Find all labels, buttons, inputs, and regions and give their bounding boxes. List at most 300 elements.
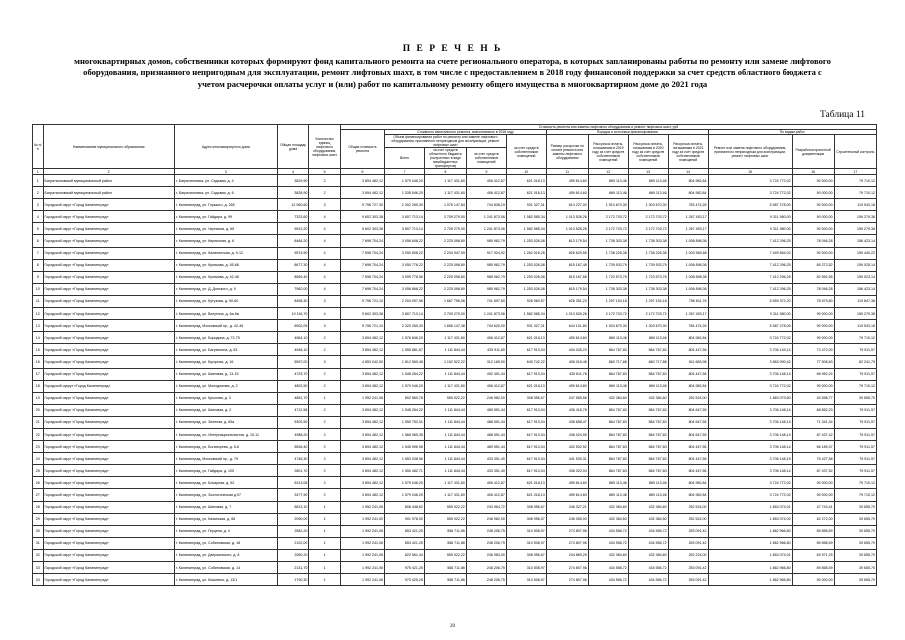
- general-cost-cell: 3 894 482,12: [340, 428, 384, 440]
- municipality-cell: Городской округ «Город Калининград»: [43, 537, 174, 549]
- table-row: [33, 453, 877, 465]
- owners-funds-2018-cell: 617 913,04: [506, 344, 546, 356]
- cost-total-2018-cell: 853 421,25: [384, 525, 424, 537]
- table-row: [33, 392, 877, 404]
- control-cost-cell: 39 655,70: [834, 574, 876, 586]
- municipality-cell: Городской округ «Город Калининград»: [43, 441, 174, 453]
- control-cost-cell: 39 655,70: [834, 562, 876, 574]
- cost-total-2018-cell: 3 056 608,22: [384, 235, 424, 247]
- owners-funds-2018-cell: 621 018,13: [506, 187, 546, 199]
- regional-budget-cell: 1 111 844,44: [424, 441, 466, 453]
- installment-2020-cell: 432 384,60: [628, 513, 668, 525]
- cost-total-2018-cell: 1 576 846,20: [384, 332, 424, 344]
- house-area-cell: 12 060,60: [277, 199, 309, 211]
- control-cost-cell: 39 655,70: [834, 525, 876, 537]
- installment-2019-cell: 864 767,83: [588, 416, 628, 428]
- owners-funds-cell: 489 551,44: [466, 404, 506, 416]
- table-row: [33, 574, 877, 586]
- installment-2020-cell: 2 172 703,72: [628, 211, 668, 223]
- row-number-cell: 34: [33, 574, 44, 586]
- house-area-cell: 5813,10: [277, 501, 309, 513]
- installment-2019-cell: 1 924 670,30: [588, 320, 628, 332]
- general-cost-cell: 5 796 721,10: [340, 320, 384, 332]
- cost-total-2018-cell: 802 560,78: [384, 392, 424, 404]
- design-cost-cell: 90 000,00: [792, 211, 834, 223]
- owners-funds-cell: 248 206,75: [466, 537, 506, 549]
- control-cost-cell: 79 911,57: [834, 453, 876, 465]
- design-cost-cell: 71 341,34: [792, 416, 834, 428]
- lift-count-cell: 2: [309, 368, 341, 380]
- lift-count-cell: 4: [309, 308, 341, 320]
- installment-total-cell: 459 614,60: [546, 380, 588, 392]
- house-area-cell: 10 116,70: [277, 308, 309, 320]
- regional-budget-cell: 1 111 844,44: [424, 344, 466, 356]
- lift-work-cost-cell: 3 724 772,02: [708, 489, 792, 501]
- owners-funds-2018-cell: 621 018,13: [506, 489, 546, 501]
- regional-budget-cell: 1 117 431,60: [424, 175, 466, 187]
- regional-budget-cell: 1 117 431,60: [424, 332, 466, 344]
- address-cell: г. Багратионовск, ул. Садовая, д. 6: [174, 187, 277, 199]
- cost-total-2018-cell: 3 807 713,14: [384, 211, 424, 223]
- address-cell: г. Калининград, ул. Кирпичная, д. 6: [174, 235, 277, 247]
- general-cost-cell: 3 894 482,12: [340, 489, 384, 501]
- regional-budget-cell: 1 111 844,44: [424, 453, 466, 465]
- lift-work-cost-cell: 1 862 966,80: [708, 537, 792, 549]
- installment-2019-cell: 1 297 154,18: [588, 295, 628, 307]
- installment-2019-cell: 432 384,60: [588, 513, 628, 525]
- regional-budget-cell: 1 117 431,60: [424, 489, 466, 501]
- house-area-cell: 5526,40: [277, 441, 309, 453]
- installment-2020-cell: 864 767,83: [628, 404, 668, 416]
- installment-2020-cell: 2 172 703,72: [628, 223, 668, 235]
- installment-2020-cell: 1 297 154,18: [628, 295, 668, 307]
- installment-2020-cell: 434 556,72: [628, 525, 668, 537]
- lift-count-cell: 1: [309, 392, 341, 404]
- installment-2020-cell: 1 723 573,76: [628, 271, 668, 283]
- header-pay-2019: Рассрочка оплаты, погашаемая в 2019 году за счет средств собственников помещений: [588, 135, 628, 169]
- installment-2020-cell: 864 767,83: [628, 344, 668, 356]
- design-cost-cell: 63 971,25: [792, 549, 834, 561]
- installment-2021-cell: 804 447,56: [668, 465, 708, 477]
- row-number-cell: 2: [33, 187, 44, 199]
- header-pay-2021: Рассрочка оплаты, погашаемая в 2021 году за счет средств собственников помещений: [668, 135, 708, 169]
- owners-funds-cell: 488 551,44: [466, 428, 506, 440]
- lift-count-cell: 1: [309, 549, 341, 561]
- page-number: 20: [450, 624, 455, 629]
- row-number-cell: 18: [33, 380, 44, 392]
- lift-work-cost-cell: 7 449 564,02: [708, 247, 792, 259]
- installment-2021-cell: 253 091,42: [668, 537, 708, 549]
- control-cost-cell: 159 279,38: [834, 211, 876, 223]
- installment-2021-cell: 253 091,42: [668, 525, 708, 537]
- row-number-cell: 9: [33, 271, 44, 283]
- house-area-cell: 2090,00: [277, 513, 309, 525]
- installment-2019-cell: 869 113,46: [588, 332, 628, 344]
- general-cost-cell: 1 992 241,00: [340, 513, 384, 525]
- owners-funds-cell: 492 451,44: [466, 368, 506, 380]
- house-area-cell: 2080,20: [277, 549, 309, 561]
- lift-work-cost-cell: 3 863 090,42: [708, 356, 792, 368]
- cost-total-2018-cell: 975 421,25: [384, 562, 424, 574]
- row-number-cell: 30: [33, 525, 44, 537]
- general-cost-cell: 5 796 721,10: [340, 295, 384, 307]
- installment-total-cell: 815 167,48: [546, 259, 588, 271]
- lift-work-cost-cell: 1 862 966,80: [708, 574, 792, 586]
- design-cost-cell: 89 858,59: [792, 537, 834, 549]
- municipality-cell: Городской округ «Город Калининград»: [43, 513, 174, 525]
- installment-2019-cell: 1 723 573,76: [588, 271, 628, 283]
- row-number-cell: 31: [33, 537, 44, 549]
- lift-count-cell: 2: [309, 187, 341, 199]
- design-cost-cell: 62 272,00: [792, 513, 834, 525]
- address-cell: г. Калининград, Московский пр., д. 42-46: [174, 320, 277, 332]
- regional-budget-cell: 1 111 844,44: [424, 416, 466, 428]
- lift-count-cell: 1: [309, 513, 341, 525]
- municipality-cell: Багратионовский муниципальный район: [43, 175, 174, 187]
- installment-2020-cell: 860 717,88: [628, 356, 668, 368]
- lift-count-cell: 4: [309, 247, 341, 259]
- house-area-cell: 8484,20: [277, 235, 309, 247]
- owners-funds-cell: 489 551,44: [466, 441, 506, 453]
- control-cost-cell: 39 655,70: [834, 537, 876, 549]
- installment-2021-cell: 1 008 898,36: [668, 271, 708, 283]
- installment-2019-cell: 1 910 670,30: [588, 199, 628, 211]
- owners-funds-cell: 248 206,75: [466, 562, 506, 574]
- cost-total-2018-cell: 1 579 046,20: [384, 175, 424, 187]
- installment-2021-cell: 804 447,56: [668, 441, 708, 453]
- row-number-cell: 16: [33, 356, 44, 368]
- control-cost-cell: 82 241,79: [834, 356, 876, 368]
- installment-2021-cell: 804 982,84: [668, 187, 708, 199]
- table-row: [33, 537, 877, 549]
- general-cost-cell: 3 894 482,12: [340, 380, 384, 392]
- municipality-cell: Городской округ «Город Калининград»: [43, 392, 174, 404]
- design-cost-cell: 66 189,37: [792, 441, 834, 453]
- regional-budget-cell: 1 076 147,84: [424, 199, 466, 211]
- column-number: 12: [588, 169, 628, 175]
- municipality-cell: Городской округ «Город Калининград»: [43, 295, 174, 307]
- header-owners: за счет средств собственников помещений: [466, 148, 506, 169]
- table-row: [33, 477, 877, 489]
- installment-total-cell: 246 327,21: [546, 501, 588, 513]
- column-number: 3: [174, 169, 277, 175]
- municipality-cell: Городской округ «Город Калининград»: [43, 235, 174, 247]
- cost-total-2018-cell: 1 579 046,20: [384, 380, 424, 392]
- table-row: [33, 562, 877, 574]
- lift-count-cell: 3: [309, 356, 341, 368]
- general-cost-cell: 1 952 241,06: [340, 392, 384, 404]
- installment-total-cell: 274 807,96: [546, 562, 588, 574]
- address-cell: г. Калининград, ул. Богатырева, д. 5-6: [174, 441, 277, 453]
- general-cost-cell: 1 992 241,06: [340, 574, 384, 586]
- lift-work-cost-cell: 3 706 149,14: [708, 344, 792, 356]
- lift-work-cost-cell: 3 706 148,14: [708, 428, 792, 440]
- owners-funds-cell: 1 241 873,06: [466, 308, 506, 320]
- address-cell: г. Калининград, ул. Зоологическая д.97: [174, 489, 277, 501]
- general-cost-cell: 7 698 704,24: [340, 235, 384, 247]
- header-lift-work: Ремонт или замена лифтового оборудования, признанного непригодным для эксплуатации, ремонт лифтовых шахт: [708, 135, 792, 169]
- regional-budget-cell: 555 922,22: [424, 513, 466, 525]
- lift-work-cost-cell: 3 706 148,15: [708, 453, 792, 465]
- installment-2020-cell: 869 113,46: [628, 187, 668, 199]
- owners-funds-2018-cell: 621 018,13: [506, 332, 546, 344]
- installment-2019-cell: 432 384,60: [588, 549, 628, 561]
- cost-total-2018-cell: 901 978,00: [384, 513, 424, 525]
- house-area-cell: 5597,00: [277, 356, 309, 368]
- header-region: за счет средств областного бюджета (полученных в виде межбюджетных трансфертов): [424, 148, 466, 169]
- owners-funds-cell: 248 206,75: [466, 574, 506, 586]
- row-number-cell: 25: [33, 465, 44, 477]
- row-number-cell: 33: [33, 562, 44, 574]
- cost-total-2018-cell: 2 320 269,30: [384, 320, 424, 332]
- installment-total-cell: 1 013 526,26: [546, 223, 588, 235]
- control-cost-cell: 39 655,70: [834, 392, 876, 404]
- owners-funds-2018-cell: 617 913,04: [506, 416, 546, 428]
- design-cost-cell: 87 437,52: [792, 465, 834, 477]
- installment-2021-cell: 1 008 898,36: [668, 283, 708, 295]
- row-number-cell: 22: [33, 428, 44, 440]
- municipality-cell: Городской округ «Город Калининград»: [43, 465, 174, 477]
- owners-funds-cell: 744 620,00: [466, 320, 506, 332]
- control-cost-cell: 79 911,57: [834, 428, 876, 440]
- lift-work-cost-cell: 7 412 296,25: [708, 283, 792, 295]
- installment-2020-cell: 434 556,72: [628, 574, 668, 586]
- address-cell: г. Калининград, ул. Горького, д. 265: [174, 199, 277, 211]
- design-cost-cell: 90 000,00: [792, 320, 834, 332]
- lift-count-cell: 1: [309, 537, 341, 549]
- regional-budget-cell: 1 152 522,22: [424, 356, 466, 368]
- installment-total-cell: 436 418,78: [546, 404, 588, 416]
- house-area-cell: 2131,70: [277, 562, 309, 574]
- row-number-cell: 27: [33, 489, 44, 501]
- table-row: [33, 368, 877, 380]
- control-cost-cell: 119 543,18: [834, 199, 876, 211]
- lift-count-cell: 3: [309, 199, 341, 211]
- regional-budget-cell: 1 117 431,60: [424, 380, 466, 392]
- installment-total-cell: 436 022,04: [546, 465, 588, 477]
- installment-2019-cell: 434 556,72: [588, 574, 628, 586]
- owners-funds-cell: 312 189,00: [466, 356, 506, 368]
- owners-funds-2018-cell: 1 582 585,34: [506, 211, 546, 223]
- table-row: [33, 489, 877, 501]
- installment-2019-cell: 2 172 703,72: [588, 211, 628, 223]
- installment-total-cell: 244 869,25: [546, 549, 588, 561]
- design-cost-cell: 90 000,00: [792, 199, 834, 211]
- installment-2020-cell: 1 738 303,38: [628, 235, 668, 247]
- installment-total-cell: 815 167,58: [546, 271, 588, 283]
- installment-2020-cell: 869 113,46: [628, 489, 668, 501]
- installment-2020-cell: 864 767,83: [628, 453, 668, 465]
- control-cost-cell: 79 911,57: [834, 441, 876, 453]
- municipality-cell: Городской округ «Город Калининград»: [43, 477, 174, 489]
- installment-total-cell: 274 807,96: [546, 537, 588, 549]
- general-cost-cell: 3 894 482,12: [340, 416, 384, 428]
- installment-total-cell: 826 629,55: [546, 247, 588, 259]
- regional-budget-cell: 1 111 844,44: [424, 368, 466, 380]
- regional-budget-cell: 555 922,22: [424, 501, 466, 513]
- cost-total-2018-cell: 2 204 097,96: [384, 295, 424, 307]
- installment-2019-cell: 434 556,72: [588, 537, 628, 549]
- owners-funds-2018-cell: 1 253 026,08: [506, 259, 546, 271]
- municipality-cell: Городской округ «Город Калининград»: [43, 549, 174, 561]
- control-cost-cell: 79 911,57: [834, 465, 876, 477]
- table-row: [33, 428, 877, 440]
- owners-funds-cell: 917 924,92: [466, 247, 506, 259]
- municipality-cell: Городской округ «Город Калининград»: [43, 356, 174, 368]
- address-cell: г. Калининград, ул. Зеленая, д. 65а: [174, 416, 277, 428]
- installment-2021-cell: 804 447,56: [668, 344, 708, 356]
- table-header: [33, 125, 877, 169]
- regional-budget-cell: 1 111 844,44: [424, 428, 466, 440]
- cost-total-2018-cell: 808 448,62: [384, 501, 424, 513]
- cost-total-2018-cell: 973 425,26: [384, 574, 424, 586]
- owners-funds-2018-cell: 308 956,57: [506, 392, 546, 404]
- owners-funds-cell: 248 206,75: [466, 525, 506, 537]
- house-area-cell: 4712,58: [277, 404, 309, 416]
- lift-count-cell: 2: [309, 416, 341, 428]
- column-number: 15: [708, 169, 792, 175]
- installment-2021-cell: 1 008 898,36: [668, 235, 708, 247]
- lift-work-cost-cell: 1 853 074,02: [708, 513, 792, 525]
- installment-total-cell: 1 013 526,26: [546, 308, 588, 320]
- municipality-cell: Городской округ «Город Калининград»: [43, 368, 174, 380]
- control-cost-cell: 159 025,14: [834, 259, 876, 271]
- lift-work-cost-cell: 1 862 966,80: [708, 525, 792, 537]
- lift-count-cell: 3: [309, 320, 341, 332]
- design-cost-cell: 90 000,00: [792, 187, 834, 199]
- lift-count-cell: 2: [309, 489, 341, 501]
- owners-funds-2018-cell: 1 262 018,28: [506, 247, 546, 259]
- table-row: [33, 332, 877, 344]
- regional-budget-cell: 1 111 844,44: [424, 465, 466, 477]
- owners-funds-cell: 406 412,87: [466, 187, 506, 199]
- design-cost-cell: 78 046,28: [792, 235, 834, 247]
- owners-funds-cell: 246 983,00: [466, 549, 506, 561]
- lift-work-cost-cell: 3 706 148,14: [708, 465, 792, 477]
- house-area-cell: 3829,90: [277, 175, 309, 187]
- municipality-cell: Городской округ «Город Калининград»: [43, 223, 174, 235]
- regional-budget-cell: 2 225 098,80: [424, 259, 466, 271]
- general-cost-cell: 9 602 303,38: [340, 211, 384, 223]
- design-cost-cell: 90 000,00: [792, 574, 834, 586]
- column-number: 10: [506, 169, 546, 175]
- installment-2019-cell: 1 738 303,38: [588, 235, 628, 247]
- owners-funds-2018-cell: 617 913,04: [506, 404, 546, 416]
- installment-2019-cell: 864 767,83: [588, 344, 628, 356]
- regional-budget-cell: 555 922,22: [424, 392, 466, 404]
- installment-total-cell: 459 614,60: [546, 332, 588, 344]
- installment-2021-cell: 804 982,84: [668, 477, 708, 489]
- column-number: 13: [628, 169, 668, 175]
- column-number: 6: [340, 169, 384, 175]
- document-title: П Е Р Е Ч Е Н Ь: [402, 44, 503, 54]
- table-row: [33, 501, 877, 513]
- owners-funds-cell: 985 962,79: [466, 259, 506, 271]
- cost-total-2018-cell: 1 579 046,20: [384, 489, 424, 501]
- installment-total-cell: 247 565,56: [546, 392, 588, 404]
- table-row: [33, 525, 877, 537]
- address-cell: г. Калининград, ул. Ватутина, д. 6а-6в: [174, 308, 277, 320]
- installment-2021-cell: 253 091,42: [668, 562, 708, 574]
- house-area-cell: 7323,60: [277, 211, 309, 223]
- control-cost-cell: 79 710,12: [834, 489, 876, 501]
- regional-budget-cell: 2 225 098,80: [424, 271, 466, 283]
- design-cost-cell: 43 598,77: [792, 392, 834, 404]
- address-cell: г. Калининград, ул. Шиповая, д. 7: [174, 501, 277, 513]
- table-row: [33, 175, 877, 187]
- table-row: [33, 465, 877, 477]
- lift-count-cell: 4: [309, 223, 341, 235]
- control-cost-cell: 158 423,14: [834, 235, 876, 247]
- regional-budget-cell: 1 117 431,60: [424, 477, 466, 489]
- installment-total-cell: 815 179,54: [546, 283, 588, 295]
- header-owners-2018: за счет средств собственников помещений: [506, 135, 546, 169]
- house-area-cell: 9574,90: [277, 247, 309, 259]
- column-number: 5: [309, 169, 341, 175]
- owners-funds-2018-cell: 621 018,13: [506, 175, 546, 187]
- column-number: 8: [424, 169, 466, 175]
- address-cell: г. Калининград, ул. Куликова, д. 42-48: [174, 271, 277, 283]
- cost-total-2018-cell: 1 553 038,96: [384, 453, 424, 465]
- installment-total-cell: 441 539,31: [546, 453, 588, 465]
- owners-funds-cell: 246 982,00: [466, 392, 506, 404]
- installment-2020-cell: 869 113,46: [628, 477, 668, 489]
- municipality-cell: Городской округ «Город Калининград»: [43, 332, 174, 344]
- owners-funds-cell: 741 697,60: [466, 295, 506, 307]
- owners-funds-2018-cell: 931 327,31: [506, 199, 546, 211]
- control-cost-cell: 159 440,22: [834, 247, 876, 259]
- header-address: Адрес многоквартирного дома: [174, 125, 277, 169]
- house-area-cell: 2801,70: [277, 465, 309, 477]
- lift-count-cell: 3: [309, 295, 341, 307]
- row-number-cell: 17: [33, 368, 44, 380]
- lift-count-cell: 2: [309, 465, 341, 477]
- owners-funds-cell: 246 982,00: [466, 513, 506, 525]
- house-area-cell: 3828,90: [277, 187, 309, 199]
- regional-budget-cell: 1 117 431,60: [424, 187, 466, 199]
- address-cell: г. Калининград, ул. Багратиона, д. 63: [174, 344, 277, 356]
- general-cost-cell: 1 952 241,06: [340, 501, 384, 513]
- installment-2020-cell: 1 738 303,38: [628, 283, 668, 295]
- installment-2021-cell: 804 447,56: [668, 368, 708, 380]
- regional-budget-cell: 555 922,22: [424, 549, 466, 561]
- lift-count-cell: 2: [309, 428, 341, 440]
- table-row: [33, 380, 877, 392]
- column-number: 9: [466, 169, 506, 175]
- control-cost-cell: 159 279,38: [834, 223, 876, 235]
- regional-budget-cell: 1 111 844,44: [424, 404, 466, 416]
- general-cost-cell: 3 894 482,12: [340, 404, 384, 416]
- general-cost-cell: 3 894 482,12: [340, 368, 384, 380]
- municipality-cell: Городской оукруг «Город Калининград»: [43, 380, 174, 392]
- house-area-cell: 3477,90: [277, 489, 309, 501]
- design-cost-cell: 78 046,28: [792, 283, 834, 295]
- lift-work-cost-cell: 3 706 148,14: [708, 368, 792, 380]
- address-cell: г. Калининград, ул. Шиповая, д. 13-15: [174, 368, 277, 380]
- cost-total-2018-cell: 3 050 608,22: [384, 247, 424, 259]
- general-cost-cell: 1 992 241,06: [340, 549, 384, 561]
- regional-budget-cell: 2 709 279,00: [424, 223, 466, 235]
- design-cost-cell: 78 979,80: [792, 295, 834, 307]
- installment-2019-cell: 434 556,72: [588, 525, 628, 537]
- column-number: 11: [546, 169, 588, 175]
- lift-count-cell: 4: [309, 271, 341, 283]
- row-number-cell: 12: [33, 308, 44, 320]
- control-cost-cell: 159 023,14: [834, 271, 876, 283]
- control-cost-cell: 159 279,38: [834, 308, 876, 320]
- lift-work-cost-cell: 5 587 278,00: [708, 199, 792, 211]
- address-cell: г. Калининград, ул. Шиповая, д. 2: [174, 404, 277, 416]
